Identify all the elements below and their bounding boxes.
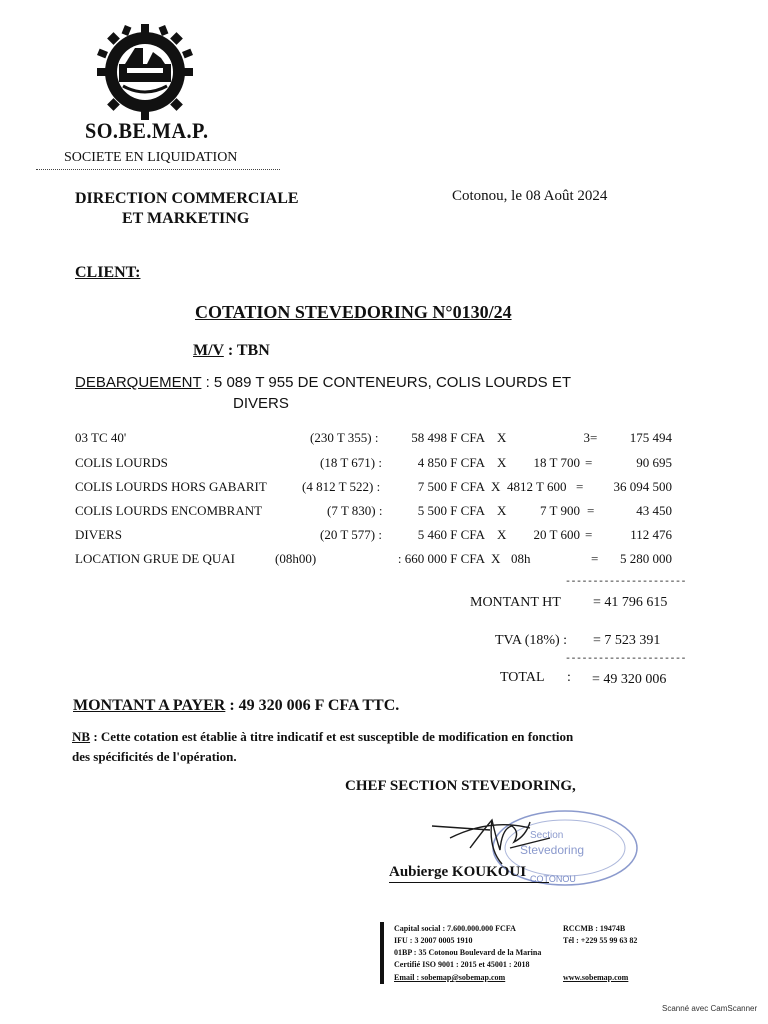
montant-ht-value: = 41 796 615 xyxy=(593,595,668,610)
line-item-eq: = xyxy=(576,479,584,494)
line-item-weight: (20 T 577) : xyxy=(320,527,382,542)
line-item xyxy=(75,503,675,523)
note-text: : Cette cotation est établie à titre indicatif et est susceptible de modification en fonction xyxy=(93,729,574,744)
signatory-role: CHEF SECTION STEVEDORING, xyxy=(345,778,576,794)
line-item-weight: (08h00) xyxy=(275,551,317,566)
line-item-weight: (4 812 T 522) : xyxy=(302,479,381,494)
handwritten-signature xyxy=(430,808,560,868)
line-item xyxy=(75,527,675,547)
line-item-x: X xyxy=(497,430,507,445)
line-item-amount: 90 695 xyxy=(636,455,672,470)
line-item-amount: 5 280 000 xyxy=(620,551,672,566)
line-item-x: X xyxy=(491,479,501,494)
line-item-x: X xyxy=(497,527,507,542)
line-item-label: COLIS LOURDS ENCOMBRANT xyxy=(75,503,263,518)
total-value: = 49 320 006 xyxy=(592,672,667,687)
stamp-text-2: Stevedoring xyxy=(520,843,585,857)
line-item-label: 03 TC 40' xyxy=(75,430,127,445)
line-item-qty: 4812 T 600 xyxy=(507,479,567,494)
line-item-label: LOCATION GRUE DE QUAI xyxy=(75,551,235,566)
line-item-qty: 3 xyxy=(583,430,590,445)
footer-capital: Capital social : 7.600.000.000 FCFA xyxy=(394,924,516,933)
line-item-rate: 7 500 F CFA xyxy=(417,479,485,494)
note-label: NB xyxy=(72,729,91,744)
tva-label: TVA (18%) : xyxy=(495,633,568,648)
debarquement-label: DEBARQUEMENT xyxy=(75,374,202,391)
note-line-1 xyxy=(72,729,573,745)
line-item-qty: 20 T 600 xyxy=(533,527,580,542)
client-label: CLIENT: xyxy=(75,264,141,281)
line-item-rate: 4 850 F CFA xyxy=(417,455,485,470)
line-item-eq: = xyxy=(591,551,599,566)
line-item-qty: 7 T 900 xyxy=(540,503,580,518)
department-line-2: ET MARKETING xyxy=(122,210,250,227)
signatory-underline xyxy=(389,882,549,883)
note-line-2: des spécificités de l'opération. xyxy=(72,749,237,764)
total-colon: : xyxy=(567,670,571,685)
line-item-eq: = xyxy=(590,430,598,445)
line-item-eq: = xyxy=(585,527,593,542)
company-footer xyxy=(380,922,670,988)
company-name: SO.BE.MA.P. xyxy=(85,118,209,143)
company-subtitle: SOCIETE EN LIQUIDATION xyxy=(64,150,238,165)
subtitle-underline xyxy=(36,169,280,170)
line-item-amount: 112 476 xyxy=(630,527,672,542)
debarquement-text-2: DIVERS xyxy=(233,395,289,412)
line-item-amount: 175 494 xyxy=(629,430,672,445)
footer-rccm: RCCMB : 19474B xyxy=(563,924,626,933)
line-item-weight: (18 T 671) : xyxy=(320,455,382,470)
department-line-1: DIRECTION COMMERCIALE xyxy=(75,190,299,207)
line-item-weight: (230 T 355) : xyxy=(310,430,379,445)
stamp-text-3: COTONOU xyxy=(530,874,576,884)
line-item-rate: 58 498 F CFA xyxy=(411,430,485,445)
footer-email: Email : sobemap@sobemap.com xyxy=(394,973,506,982)
line-item-x: X xyxy=(491,551,501,566)
footer-iso: Certifié ISO 9001 : 2015 et 45001 : 2018 xyxy=(394,960,530,969)
tva-value: = 7 523 391 xyxy=(593,633,661,648)
line-item xyxy=(75,430,675,450)
debarquement-line xyxy=(75,374,571,391)
line-item-label: COLIS LOURDS HORS GABARIT xyxy=(75,479,267,494)
montant-ht-label: MONTANT HT xyxy=(470,595,561,610)
stamp-text-1: Section xyxy=(530,830,564,841)
amount-to-pay-label: MONTANT A PAYER xyxy=(73,697,226,714)
scanner-watermark: Scanné avec CamScanner xyxy=(662,1004,758,1013)
separator-line: ---------------------- xyxy=(565,577,687,588)
line-item-eq: = xyxy=(587,503,595,518)
line-item xyxy=(75,551,675,571)
line-item-label: DIVERS xyxy=(75,527,122,542)
footer-ifu: IFU : 3 2007 0005 1910 xyxy=(394,936,473,945)
line-item-label: COLIS LOURDS xyxy=(75,455,168,470)
separator-line: ---------------------- xyxy=(565,654,687,665)
line-item-qty: 08h xyxy=(511,551,531,566)
line-item-qty: 18 T 700 xyxy=(533,455,580,470)
line-item-weight: (7 T 830) : xyxy=(327,503,383,518)
footer-web: www.sobemap.com xyxy=(563,973,629,982)
line-item-rate: 5 500 F CFA xyxy=(417,503,485,518)
vessel-value: : TBN xyxy=(227,342,270,359)
place-date: Cotonou, le 08 Août 2024 xyxy=(452,188,608,204)
line-item-x: X xyxy=(497,503,507,518)
vessel-line xyxy=(193,342,270,360)
total-label: TOTAL xyxy=(500,670,545,685)
amount-to-pay xyxy=(73,697,399,715)
line-item-eq: = xyxy=(585,455,593,470)
line-item-rate: : 660 000 F CFA xyxy=(397,551,485,566)
line-item-x: X xyxy=(497,455,507,470)
footer-address: 01BP : 35 Cotonou Boulevard de la Marina xyxy=(394,948,542,957)
line-item-amount: 43 450 xyxy=(636,503,672,518)
footer-bar xyxy=(380,922,384,984)
line-item-rate: 5 460 F CFA xyxy=(417,527,485,542)
amount-to-pay-value: : 49 320 006 F CFA TTC. xyxy=(229,697,400,714)
line-item-amount: 36 094 500 xyxy=(613,479,672,494)
debarquement-text: : 5 089 T 955 DE CONTENEURS, COLIS LOURDS ET xyxy=(205,374,571,391)
line-item xyxy=(75,455,675,475)
vessel-label: M/V xyxy=(193,342,224,359)
signatory-name: Aubierge KOUKOUI xyxy=(389,864,527,880)
quotation-title: COTATION STEVEDORING N°0130/24 xyxy=(195,302,512,322)
footer-tel: Tél : +229 55 99 63 82 xyxy=(563,936,638,945)
line-item xyxy=(75,479,675,499)
sobemap-logo xyxy=(95,22,195,122)
